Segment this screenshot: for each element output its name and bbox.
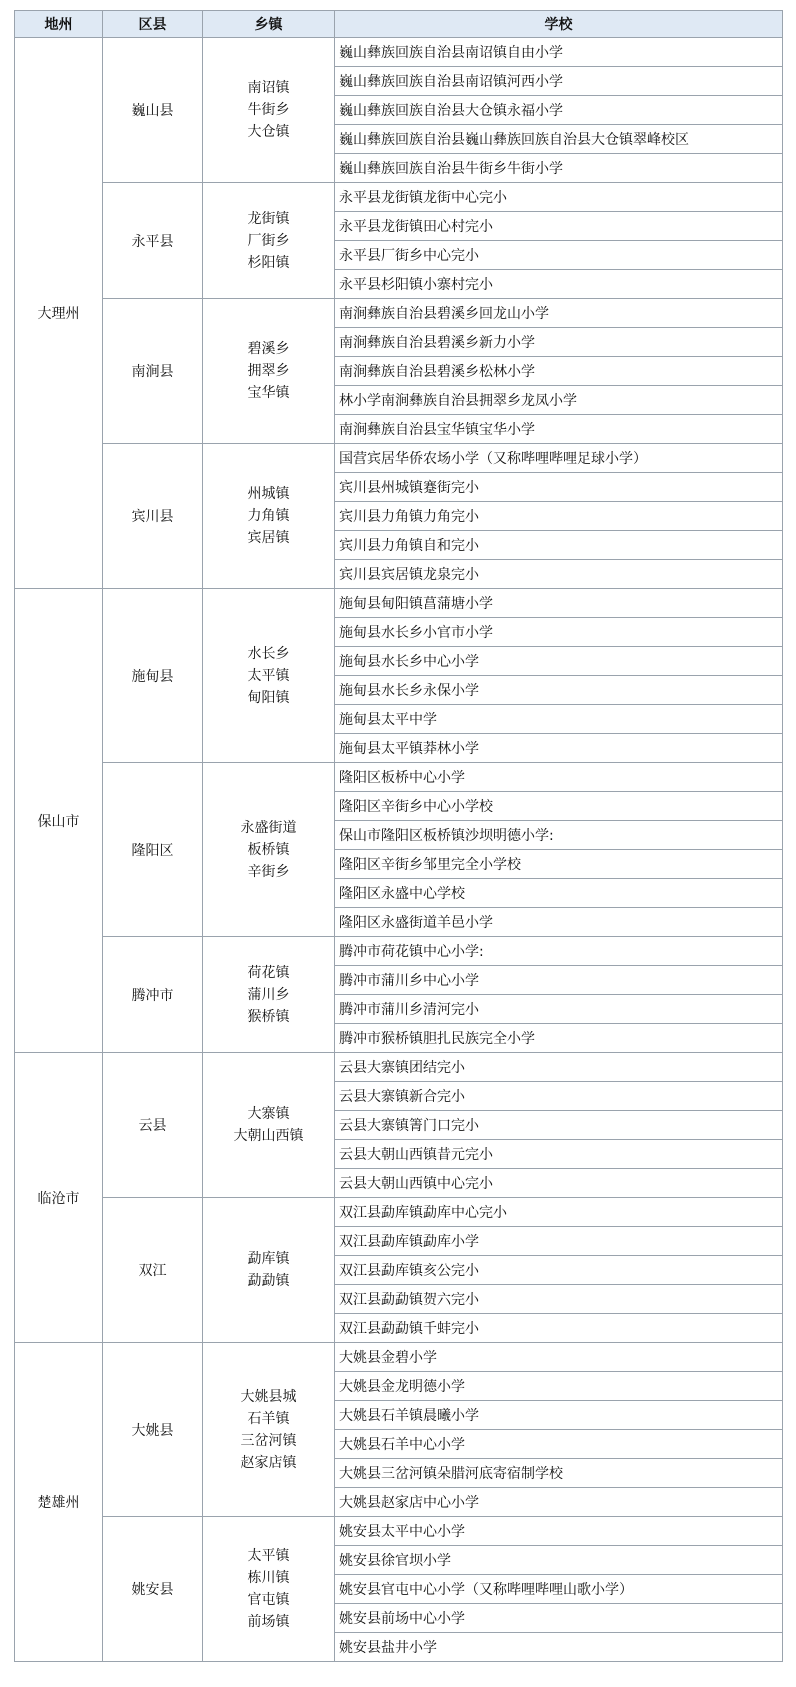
county-cell: 宾川县 xyxy=(103,444,203,589)
town-name: 甸阳镇 xyxy=(247,689,290,706)
county-cell: 腾冲市 xyxy=(103,937,203,1053)
town-name: 辛街乡 xyxy=(247,863,290,880)
school-cell: 隆阳区板桥中心小学 xyxy=(335,763,783,792)
school-cell: 隆阳区辛街乡中心小学校 xyxy=(335,792,783,821)
school-cell: 施甸县太平中学 xyxy=(335,705,783,734)
table-row xyxy=(15,38,783,67)
table-row xyxy=(15,1198,783,1227)
school-cell: 巍山彝族回族自治县巍山彝族回族自治县大仓镇翠峰校区 xyxy=(335,125,783,154)
school-cell: 腾冲市蒲川乡中心小学 xyxy=(335,966,783,995)
town-name: 永盛街道 xyxy=(240,819,297,836)
school-cell: 云县大朝山西镇中心完小 xyxy=(335,1169,783,1198)
town-name: 大姚县城 xyxy=(240,1388,297,1405)
town-name: 水长乡 xyxy=(247,645,290,662)
town-cell xyxy=(203,763,335,937)
town-name: 太平镇 xyxy=(247,1548,290,1564)
school-cell: 宾川县宾居镇龙泉完小 xyxy=(335,560,783,589)
school-cell: 大姚县金龙明德小学 xyxy=(335,1372,783,1401)
school-cell: 云县大寨镇团结完小 xyxy=(335,1053,783,1082)
school-cell: 宾川县力角镇力角完小 xyxy=(335,502,783,531)
school-cell: 腾冲市蒲川乡清河完小 xyxy=(335,995,783,1024)
school-cell: 大姚县石羊镇晨曦小学 xyxy=(335,1401,783,1430)
town-name: 官屯镇 xyxy=(247,1592,290,1608)
school-cell: 云县大寨镇新合完小 xyxy=(335,1082,783,1111)
school-cell: 云县大朝山西镇昔元完小 xyxy=(335,1140,783,1169)
prefecture-cell: 楚雄州 xyxy=(15,1343,103,1662)
town-name: 宝华镇 xyxy=(247,385,290,401)
town-name: 猴桥镇 xyxy=(247,1008,290,1025)
school-cell: 林小学南涧彝族自治县拥翠乡龙凤小学 xyxy=(335,386,783,415)
county-cell: 大姚县 xyxy=(103,1343,203,1517)
school-cell: 永平县杉阳镇小寨村完小 xyxy=(335,270,783,299)
school-cell: 大姚县金碧小学 xyxy=(335,1343,783,1372)
school-cell: 双江县勐库镇勐库中心完小 xyxy=(335,1198,783,1227)
school-cell: 姚安县盐井小学 xyxy=(335,1633,783,1662)
prefecture-cell: 大理州 xyxy=(15,38,103,589)
town-name: 大朝山西镇 xyxy=(233,1128,304,1144)
town-name: 龙街镇 xyxy=(247,210,290,227)
prefecture-cell: 临沧市 xyxy=(15,1053,103,1343)
school-cell: 巍山彝族回族自治县南诏镇自由小学 xyxy=(335,38,783,67)
school-cell: 隆阳区永盛中心学校 xyxy=(335,879,783,908)
town-cell xyxy=(203,1198,335,1343)
school-cell: 巍山彝族回族自治县大仓镇永福小学 xyxy=(335,96,783,125)
town-name: 拥翠乡 xyxy=(247,363,290,379)
school-cell: 施甸县水长乡中心小学 xyxy=(335,647,783,676)
town-name: 杉阳镇 xyxy=(247,254,290,271)
county-cell: 巍山县 xyxy=(103,38,203,183)
town-name: 栋川镇 xyxy=(247,1570,290,1586)
school-cell: 大姚县三岔河镇朵腊河底寄宿制学校 xyxy=(335,1459,783,1488)
county-cell: 云县 xyxy=(103,1053,203,1198)
town-cell xyxy=(203,1517,335,1662)
town-name: 宾居镇 xyxy=(247,530,290,546)
county-cell: 双江 xyxy=(103,1198,203,1343)
school-cell: 姚安县太平中心小学 xyxy=(335,1517,783,1546)
school-cell: 南涧彝族自治县碧溪乡新力小学 xyxy=(335,328,783,357)
table-row xyxy=(15,1053,783,1082)
town-name: 赵家店镇 xyxy=(240,1454,297,1471)
town-cell xyxy=(203,589,335,763)
school-cell: 腾冲市荷花镇中心小学: xyxy=(335,937,783,966)
town-name: 力角镇 xyxy=(247,508,290,524)
town-name: 荷花镇 xyxy=(247,964,290,981)
town-cell xyxy=(203,299,335,444)
school-cell: 云县大寨镇箐门口完小 xyxy=(335,1111,783,1140)
county-cell: 隆阳区 xyxy=(103,763,203,937)
school-cell: 姚安县徐官坝小学 xyxy=(335,1546,783,1575)
town-cell xyxy=(203,183,335,299)
table-row xyxy=(15,444,783,473)
school-cell: 大姚县赵家店中心小学 xyxy=(335,1488,783,1517)
school-cell: 施甸县太平镇莽林小学 xyxy=(335,734,783,763)
school-cell: 巍山彝族回族自治县牛街乡牛街小学 xyxy=(335,154,783,183)
town-name: 州城镇 xyxy=(247,486,290,502)
table-row xyxy=(15,763,783,792)
header-prefecture: 地州 xyxy=(15,11,103,38)
town-name: 南诏镇 xyxy=(247,80,290,96)
school-cell: 施甸县甸阳镇菖蒲塘小学 xyxy=(335,589,783,618)
school-cell: 宾川县力角镇自和完小 xyxy=(335,531,783,560)
school-cell: 姚安县前场中心小学 xyxy=(335,1604,783,1633)
table-body xyxy=(15,38,783,1662)
town-name: 碧溪乡 xyxy=(247,341,290,357)
town-name: 太平镇 xyxy=(247,667,290,684)
town-name: 三岔河镇 xyxy=(240,1432,297,1449)
school-cell: 南涧彝族自治县碧溪乡回龙山小学 xyxy=(335,299,783,328)
town-cell xyxy=(203,444,335,589)
header-town: 乡镇 xyxy=(203,11,335,38)
school-cell: 腾冲市猴桥镇胆扎民族完全小学 xyxy=(335,1024,783,1053)
town-cell xyxy=(203,38,335,183)
town-name: 蒲川乡 xyxy=(247,986,290,1003)
school-cell: 双江县勐库镇亥公完小 xyxy=(335,1256,783,1285)
school-cell: 施甸县水长乡永保小学 xyxy=(335,676,783,705)
school-cell: 双江县勐库镇勐库小学 xyxy=(335,1227,783,1256)
county-cell: 姚安县 xyxy=(103,1517,203,1662)
school-cell: 宾川县州城镇蹇街完小 xyxy=(335,473,783,502)
table-row xyxy=(15,1343,783,1372)
school-cell: 南涧彝族自治县碧溪乡松林小学 xyxy=(335,357,783,386)
schools-table xyxy=(14,10,783,1662)
table-row xyxy=(15,1517,783,1546)
table-row xyxy=(15,299,783,328)
school-cell: 南涧彝族自治县宝华镇宝华小学 xyxy=(335,415,783,444)
school-cell: 国营宾居华侨农场小学（又称哔哩哔哩足球小学） xyxy=(335,444,783,473)
prefecture-cell: 保山市 xyxy=(15,589,103,1053)
town-cell xyxy=(203,937,335,1053)
school-cell: 大姚县石羊中心小学 xyxy=(335,1430,783,1459)
town-name: 前场镇 xyxy=(247,1614,290,1630)
town-name: 牛街乡 xyxy=(247,102,290,118)
school-cell: 双江县勐勐镇贺六完小 xyxy=(335,1285,783,1314)
county-cell: 施甸县 xyxy=(103,589,203,763)
town-name: 大仓镇 xyxy=(247,124,290,140)
school-cell: 永平县厂街乡中心完小 xyxy=(335,241,783,270)
town-cell xyxy=(203,1053,335,1198)
town-name: 勐勐镇 xyxy=(247,1273,290,1289)
table-row xyxy=(15,183,783,212)
school-cell: 巍山彝族回族自治县南诏镇河西小学 xyxy=(335,67,783,96)
town-name: 大寨镇 xyxy=(247,1106,290,1122)
town-name: 勐库镇 xyxy=(247,1251,290,1267)
table-row xyxy=(15,937,783,966)
town-cell xyxy=(203,1343,335,1517)
table-row xyxy=(15,589,783,618)
town-name: 板桥镇 xyxy=(247,841,290,858)
school-cell: 姚安县官屯中心小学（又称哔哩哔哩山歌小学） xyxy=(335,1575,783,1604)
town-name: 石羊镇 xyxy=(247,1410,290,1427)
header-county: 区县 xyxy=(103,11,203,38)
school-cell: 保山市隆阳区板桥镇沙坝明德小学: xyxy=(335,821,783,850)
header-row xyxy=(15,11,783,38)
town-name: 厂街乡 xyxy=(247,232,290,249)
school-cell: 永平县龙街镇龙街中心完小 xyxy=(335,183,783,212)
school-cell: 隆阳区辛街乡邹里完全小学校 xyxy=(335,850,783,879)
county-cell: 永平县 xyxy=(103,183,203,299)
header-school: 学校 xyxy=(335,11,783,38)
school-cell: 双江县勐勐镇千蚌完小 xyxy=(335,1314,783,1343)
school-cell: 施甸县水长乡小官市小学 xyxy=(335,618,783,647)
county-cell: 南涧县 xyxy=(103,299,203,444)
school-cell: 隆阳区永盛街道羊邑小学 xyxy=(335,908,783,937)
school-cell: 永平县龙街镇田心村完小 xyxy=(335,212,783,241)
